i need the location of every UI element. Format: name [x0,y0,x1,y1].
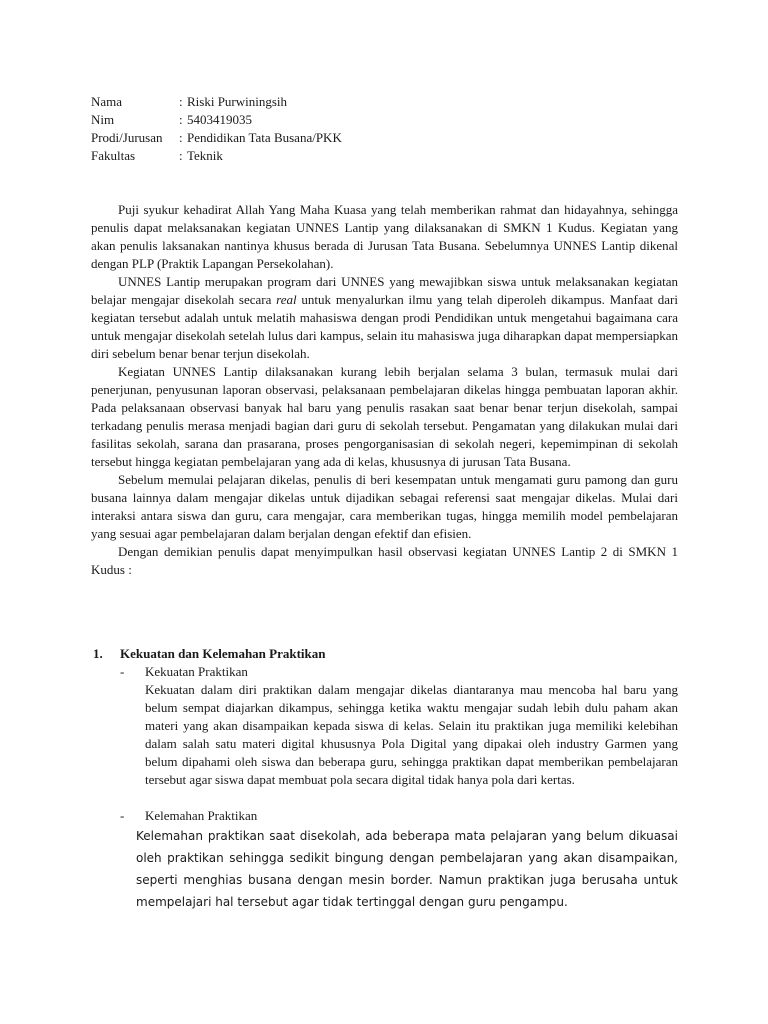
subsection-heading [120,807,678,825]
section-number: 1. [93,646,103,661]
info-value: Pendidikan Tata Busana/PKK [187,130,342,145]
subsection-kelemahan [120,807,678,913]
paragraph-sebelum: Sebelum memulai pelajaran dikelas, penulis di beri kesempatan untuk mengamati guru pamong dan guru busana lainnya dalam mengajar dikelas untuk dijadikan sebagai referensi saat mengajar dikelas. Mulai dari interaksi antara siswa dan guru, cara mengajar, cara memberikan tugas, hingga memilih model pembelajaran yang sesuai agar pembelajaran dalam berjalan dengan efektif dan efisien. [91,472,678,541]
subsection-kekuatan [120,663,678,789]
section-title: Kekuatan dan Kelemahan Praktikan [120,646,326,661]
info-value: 5403419035 [187,112,252,127]
info-label: Prodi/Jurusan [91,130,163,145]
info-separator: : [179,130,183,145]
section-heading [93,645,678,663]
subsection-title: Kekuatan Praktikan [145,664,248,679]
body-text [91,201,678,579]
info-separator: : [179,148,183,163]
info-label: Fakultas [91,148,136,163]
info-row-nama [91,93,342,111]
info-separator: : [179,94,183,109]
bullet-dash: - [120,808,125,823]
paragraph-text: untuk menyalurkan ilmu yang telah diperoleh dikampus. Manfaat dari kegiatan tersebut adalah untuk melatih mahasiswa dengan prodi Pendidikan untuk mengetahui bagaimana cara untuk mengajar disekolah setelah lulus dari kampus, selain itu mahasiswa juga diharapkan dapat mempersiapkan diri sebelum benar benar terjun disekolah. [91,292,678,361]
info-row-fakultas [91,147,342,165]
paragraph-text: UNNES Lantip merupakan program dari UNNES yang mewajibkan siswa untuk melaksanakan kegiatan belajar mengajar disekolah secara [91,274,678,307]
subsection-title: Kelemahan Praktikan [145,808,258,823]
info-row-prodi [91,129,342,147]
section-kekuatan-kelemahan [93,645,678,925]
subsection-heading [120,663,678,681]
emphasis-text: real [276,292,297,307]
paragraph-kegiatan: Kegiatan UNNES Lantip dilaksanakan kurang lebih berjalan selama 3 bulan, termasuk mulai dari penerjunan, penyusunan laporan observasi, pelaksanaan pembelajaran dikelas hingga pembuatan laporan akhir. Pada pelaksanaan observasi banyak hal baru yang penulis rasakan saat benar benar terjun disekolah, sampai terkadang penulis merasa menjadi bagian dari guru di sekolah tersebut. Pengamatan yang dilakukan mulai dari fasilitas sekolah, sarana dan prasarana, proses pengorganisasian di sekolah negeri, kepemimpinan di sekolah tersebut hingga kegiatan pembelajaran yang ada di kelas, khususnya di jurusan Tata Busana. [91,364,678,469]
paragraph-unnes-lantip [91,273,678,363]
info-value: Teknik [187,148,223,163]
paragraph-kesimpulan: Dengan demikian penulis dapat menyimpulkan hasil observasi kegiatan UNNES Lantip 2 di SMKN 1 Kudus : [91,544,678,577]
paragraph-intro: Puji syukur kehadirat Allah Yang Maha Kuasa yang telah memberikan rahmat dan hidayahnya, sehingga penulis dapat melaksanakan kegiatan UNNES Lantip yang dilaksanakan di SMKN 1 Kudus. Kegiatan yang akan penulis laksanakan nantinya khusus berada di Jurusan Tata Busana. Sebelumnya UNNES Lantip dikenal dengan PLP (Praktik Lapangan Persekolahan). [91,202,678,271]
info-row-nim [91,111,342,129]
info-value: Riski Purwiningsih [187,94,288,109]
info-separator: : [179,112,183,127]
info-label: Nama [91,94,123,109]
subsection-text: Kekuatan dalam diri praktikan dalam mengajar dikelas diantaranya mau mencoba hal baru yang belum sempat diajarkan dikampus, sehingga ketika waktu mengajar sudah lebih dulu paham akan materi yang akan disampaikan kepada siswa di kelas. Selain itu praktikan juga memiliki kelebihan dalam salah satu materi digital khususnya Pola Digital yang dipakai oleh industry Garmen yang belum dipahami oleh siswa dan beberapa guru, sehingga praktikan dapat memberikan pembelajaran tersebut agar siswa dapat membuat pola secara digital tidak hanya pola dari kertas. [145,682,678,787]
bullet-dash: - [120,664,125,679]
subsection-text: Kelemahan praktikan saat disekolah, ada beberapa mata pelajaran yang belum dikuasai oleh praktikan sehingga sedikit bingung dengan pembelajaran yang akan disampaikan, seperti menghias busana dengan mesin border. Namun praktikan juga berusaha untuk mempelajari hal tersebut agar tidak tertinggal dengan guru pengampu. [136,829,678,909]
info-label: Nim [91,112,115,127]
student-info [91,93,342,165]
